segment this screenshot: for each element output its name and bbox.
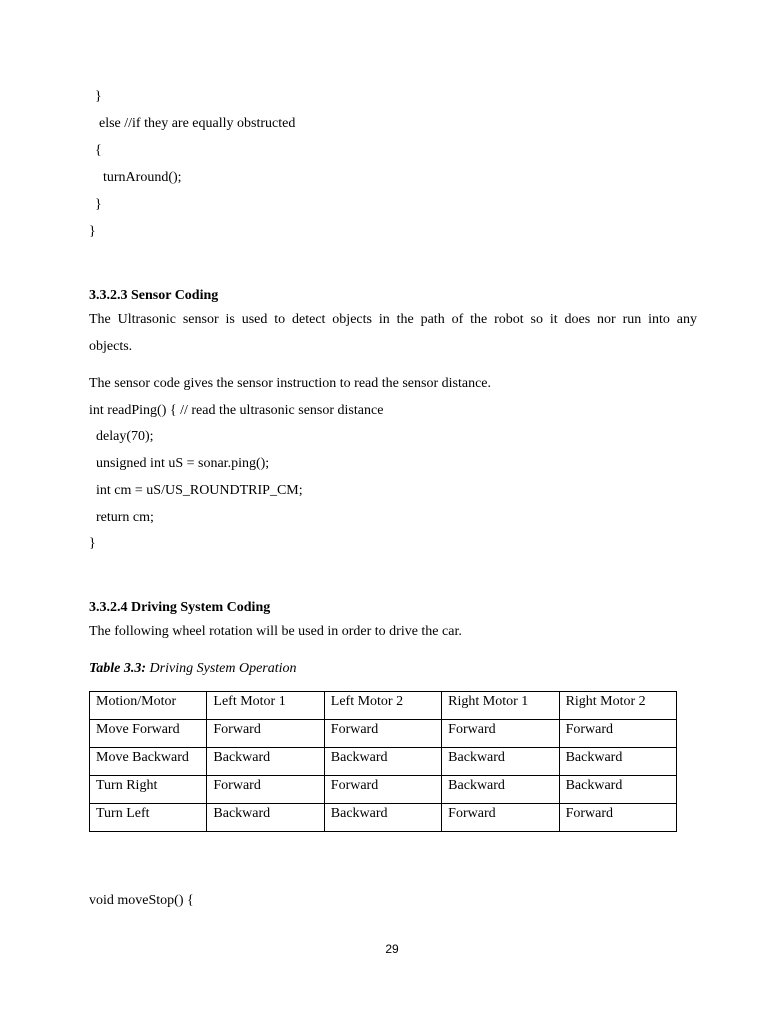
page-number: 29	[385, 942, 399, 956]
table-row	[90, 804, 677, 832]
code-line: delay(70);	[96, 429, 154, 444]
driving-operation-table	[89, 691, 677, 832]
table-cell: Forward	[442, 720, 559, 748]
table-cell: Backward	[559, 748, 676, 776]
table-cell: Backward	[442, 748, 559, 776]
code-line: {	[95, 143, 102, 158]
code-line: }	[95, 197, 102, 212]
table-caption	[89, 660, 297, 678]
paragraph-sensor-2: The sensor code gives the sensor instruction to read the sensor distance.	[89, 376, 492, 391]
table-header-cell: Right Motor 2	[559, 692, 676, 720]
table-cell: Turn Left	[90, 804, 207, 832]
paragraph-sensor-line2: objects.	[89, 339, 133, 354]
paragraph-sensor-line1: The Ultrasonic sensor is used to detect objects in the path of the robot so it does nor run into any	[89, 312, 697, 327]
code-line: return cm;	[96, 510, 154, 525]
code-line: }	[95, 89, 102, 104]
table-cell: Backward	[207, 748, 324, 776]
table-cell: Forward	[207, 720, 324, 748]
table-cell: Forward	[207, 776, 324, 804]
table-header-row	[90, 692, 677, 720]
table-header-cell: Right Motor 1	[442, 692, 559, 720]
table-cell: Forward	[559, 804, 676, 832]
paragraph-driving: The following wheel rotation will be used in order to drive the car.	[89, 624, 462, 639]
code-line: unsigned int uS = sonar.ping();	[96, 456, 270, 471]
table-cell: Forward	[324, 720, 441, 748]
table-caption-text: Driving System Operation	[146, 661, 297, 676]
table-cell: Backward	[559, 776, 676, 804]
code-line: turnAround();	[103, 170, 182, 185]
table-cell: Forward	[559, 720, 676, 748]
table-cell: Backward	[324, 804, 441, 832]
section-heading-driving: 3.3.2.4 Driving System Coding	[89, 600, 271, 615]
table-cell: Move Backward	[90, 748, 207, 776]
table-cell: Backward	[207, 804, 324, 832]
code-line: else //if they are equally obstructed	[99, 116, 296, 131]
code-line: void moveStop() {	[89, 893, 194, 908]
table-row	[90, 748, 677, 776]
table-cell: Forward	[324, 776, 441, 804]
table-header-cell: Left Motor 1	[207, 692, 324, 720]
table-cell: Turn Right	[90, 776, 207, 804]
table-header-cell: Motion/Motor	[90, 692, 207, 720]
table-caption-label: Table 3.3:	[89, 661, 147, 676]
code-line: int readPing() { // read the ultrasonic sensor distance	[89, 403, 384, 418]
table-cell: Backward	[442, 776, 559, 804]
table-row	[90, 720, 677, 748]
section-heading-sensor: 3.3.2.3 Sensor Coding	[89, 288, 219, 303]
table-cell: Backward	[324, 748, 441, 776]
table-cell: Forward	[442, 804, 559, 832]
code-line: }	[89, 536, 96, 551]
code-line: int cm = uS/US_ROUNDTRIP_CM;	[96, 483, 303, 498]
code-line: }	[89, 224, 96, 239]
table-header-cell: Left Motor 2	[324, 692, 441, 720]
table-cell: Move Forward	[90, 720, 207, 748]
table-row	[90, 776, 677, 804]
